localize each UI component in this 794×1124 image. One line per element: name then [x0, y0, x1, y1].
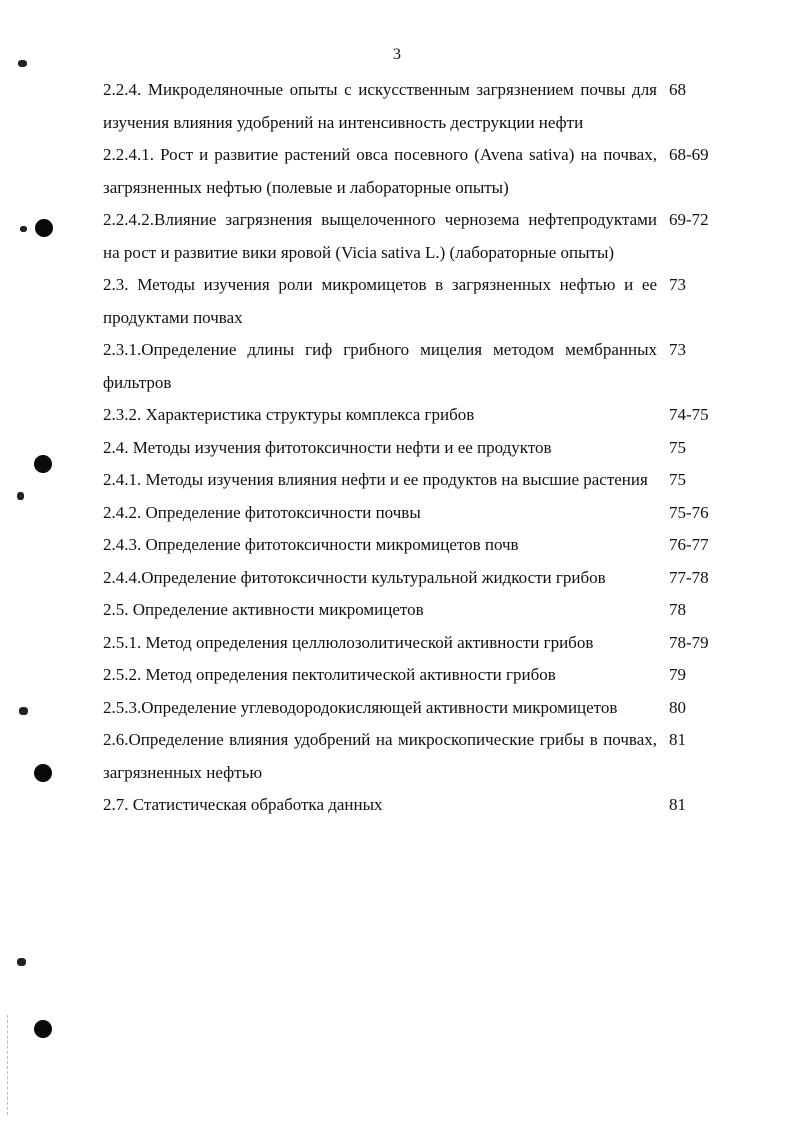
toc-entry-title: 2.4.3. Определение фитотоксичности микромицетов почв [103, 535, 519, 554]
toc-entry-title: 2.5.3.Определение углеводородокисляющей активности микромицетов [103, 697, 618, 717]
toc-entry [103, 399, 715, 432]
toc-entry [103, 269, 715, 334]
toc-entry-page: 75-76 [669, 502, 709, 522]
scan-mark [19, 707, 28, 715]
scan-edge-line [7, 1015, 9, 1115]
scan-mark [17, 492, 24, 500]
toc-entry-page: 80 [669, 697, 686, 717]
toc-entry-title: 2.4.4.Определение фитотоксичности культуральной жидкости грибов [103, 567, 606, 587]
toc-entry-title: 2.3.1.Определение длины гиф грибного мицелия методом мембранных фильтров [103, 340, 657, 392]
toc-entry-title: 2.7. Статистическая обработка данных [103, 795, 383, 814]
toc-entry [103, 659, 715, 692]
punch-hole [34, 1020, 52, 1038]
toc-entry [103, 204, 715, 269]
toc-entry-title: 2.2.4. Микроделяночные опыты с искусственным загрязнением почвы для изучения влияния удобрений на интенсивность деструкции нефти [103, 80, 657, 132]
toc-entry-title: 2.4. Методы изучения фитотоксичности нефти и ее продуктов [103, 437, 552, 457]
toc-entry [103, 692, 715, 725]
toc-entry [103, 627, 715, 660]
toc-entry [103, 562, 715, 595]
punch-hole [35, 219, 53, 237]
toc-entry-title: 2.2.4.1. Рост и развитие растений овса посевного (Avena sativa) на почвах, загрязненных нефтью (полевые и лабораторные опыты) [103, 145, 657, 197]
toc-entry [103, 74, 715, 139]
table-of-contents [103, 74, 715, 822]
toc-entry [103, 529, 715, 562]
toc-entry-page: 79 [669, 665, 686, 684]
toc-entry-page: 68 [669, 80, 686, 99]
toc-entry-page: 68-69 [669, 145, 709, 164]
toc-entry-title: 2.5.2. Метод определения пектолитической активности грибов [103, 665, 556, 684]
toc-entry-page: 69-72 [669, 210, 709, 229]
toc-entry [103, 594, 715, 627]
toc-entry [103, 139, 715, 204]
toc-entry [103, 789, 715, 822]
toc-entry-title: 2.4.2. Определение фитотоксичности почвы [103, 502, 421, 522]
page-number: 3 [393, 46, 401, 63]
scan-mark [17, 958, 26, 966]
toc-entry-title: 2.5. Определение активности микромицетов [103, 600, 424, 619]
toc-entry-page: 78 [669, 600, 686, 619]
scan-mark [18, 60, 27, 67]
punch-hole [34, 455, 52, 473]
toc-entry-page: 75 [669, 470, 686, 489]
toc-entry [103, 464, 715, 497]
toc-entry-title: 2.3. Методы изучения роли микромицетов в загрязненных нефтью и ее продуктами почвах [103, 275, 657, 327]
toc-entry-title: 2.3.2. Характеристика структуры комплекса грибов [103, 405, 475, 424]
toc-entry-title: 2.5.1. Метод определения целлюлозолитической активности грибов [103, 632, 594, 652]
toc-entry-page: 77-78 [669, 567, 709, 587]
scan-mark [20, 226, 27, 232]
toc-entry-title: 2.4.1. Методы изучения влияния нефти и ее продуктов на высшие растения [103, 470, 648, 489]
toc-entry [103, 497, 715, 530]
toc-entry-page: 74-75 [669, 405, 709, 424]
toc-entry-page: 73 [669, 340, 686, 359]
toc-entry-page: 73 [669, 275, 686, 294]
toc-entry-page: 76-77 [669, 535, 709, 554]
toc-entry-page: 75 [669, 437, 686, 457]
toc-entry-page: 81 [669, 730, 686, 749]
toc-entry [103, 432, 715, 465]
punch-hole [34, 764, 52, 782]
toc-entry-page: 78-79 [669, 632, 709, 652]
toc-entry-title: 2.2.4.2.Влияние загрязнения выщелоченного чернозема нефтепродуктами на рост и развитие вики яровой (Vicia sativa L.) (лабораторные опыты) [103, 210, 657, 262]
toc-entry [103, 334, 715, 399]
toc-entry [103, 724, 715, 789]
toc-entry-title: 2.6.Определение влияния удобрений на микроскопические грибы в почвах, загрязненных нефтью [103, 730, 657, 782]
toc-entry-page: 81 [669, 795, 686, 814]
